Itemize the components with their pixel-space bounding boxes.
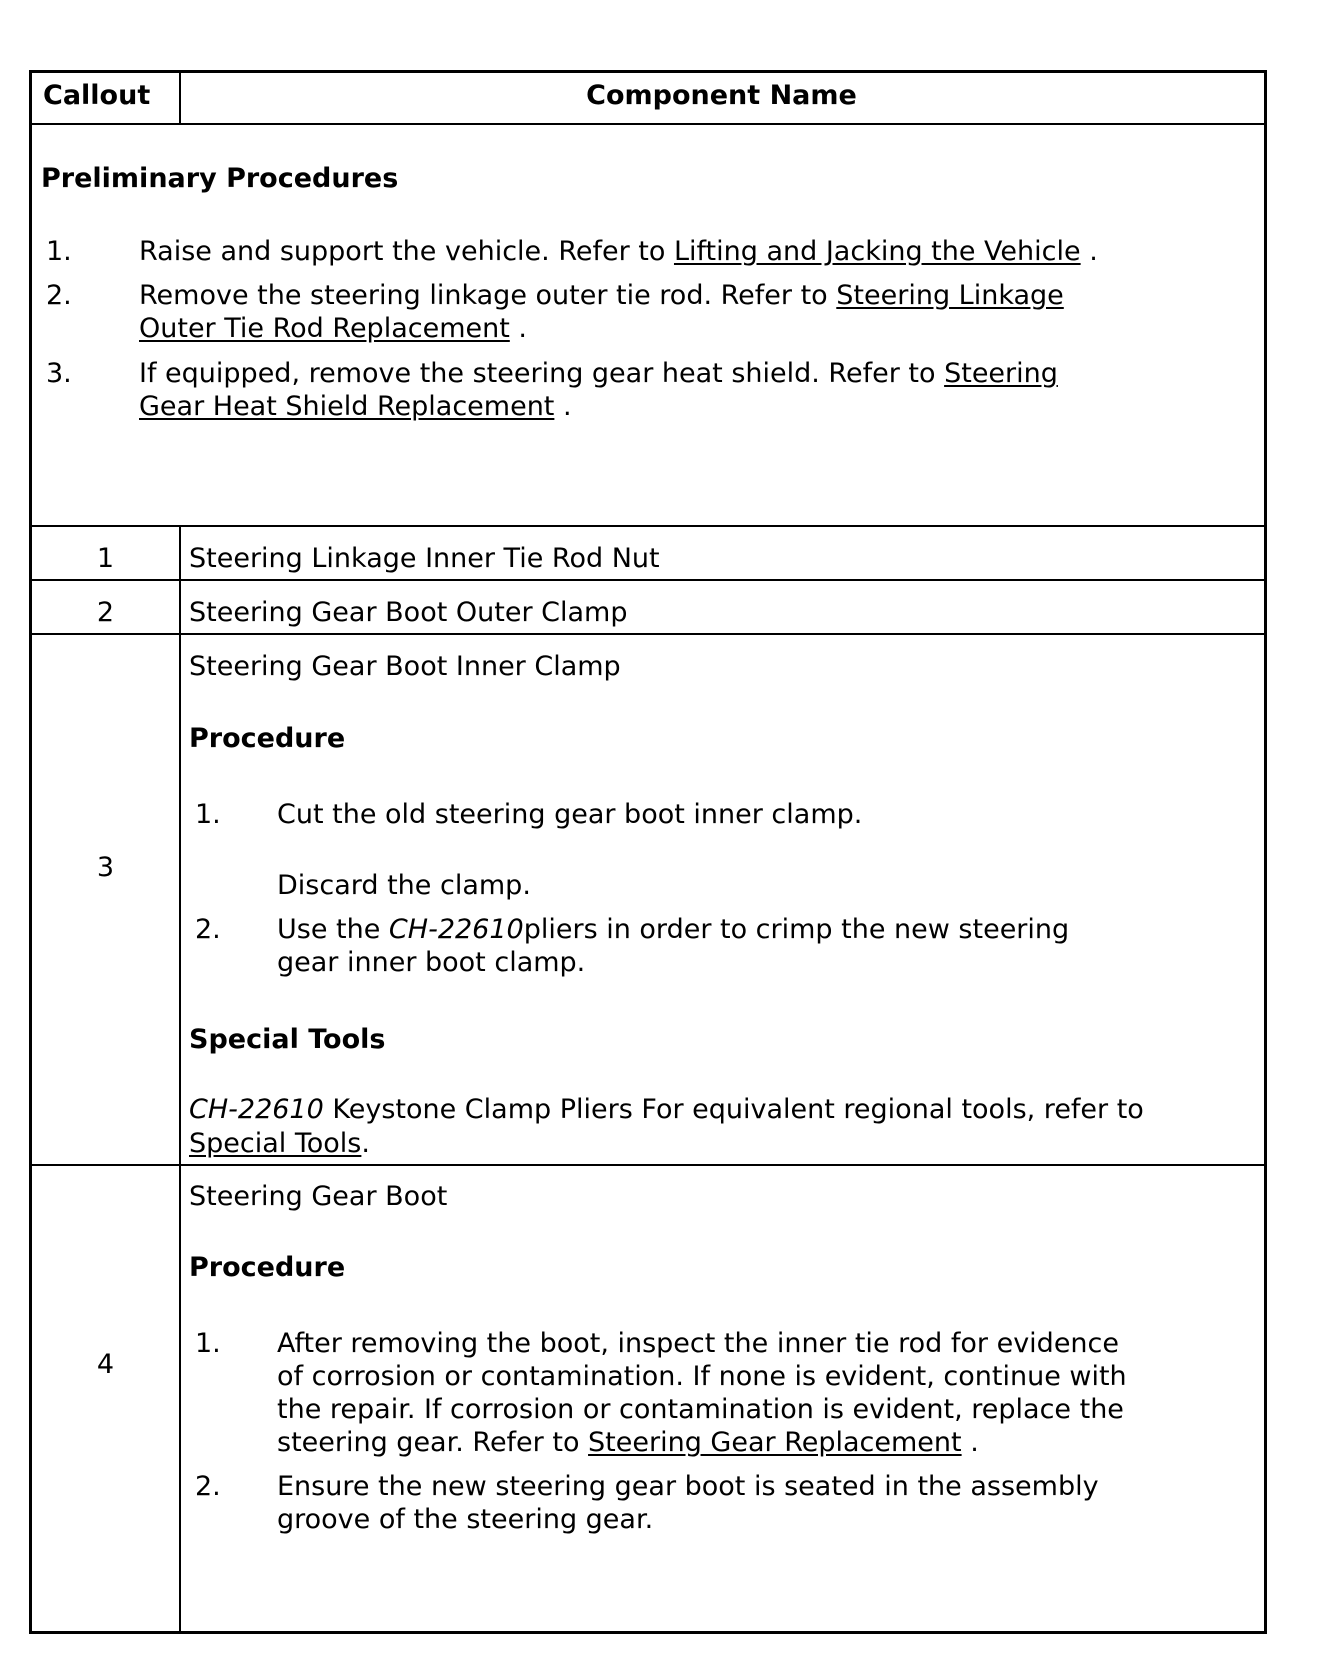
preliminary-title: Preliminary Procedures (41, 163, 399, 194)
component-name-header: Component Name (586, 80, 857, 111)
steering-gear-replacement-link[interactable]: Steering Gear Replacement (588, 1427, 962, 1458)
row-4-step-1-line-4: steering gear. Refer to Steering Gear Replacement . (277, 1427, 979, 1458)
callout-1: 1 (96, 543, 115, 574)
callout-2: 2 (96, 597, 115, 628)
special-tools-title: Special Tools (189, 1024, 386, 1055)
body-divider (179, 525, 181, 1631)
callout-header: Callout (43, 80, 151, 111)
prelim-step-3-cont: Gear Heat Shield Replacement . (139, 391, 572, 422)
row-2-name: Steering Gear Boot Outer Clamp (189, 597, 628, 628)
header-rule (32, 123, 1264, 125)
row-4-step-2-line-2: groove of the steering gear. (277, 1504, 654, 1535)
prelim-step-2: Remove the steering linkage outer tie rod. Refer to Steering Linkage (139, 280, 1064, 311)
header-divider (179, 73, 181, 123)
prelim-step-1: Raise and support the vehicle. Refer to Lifting and Jacking the Vehicle . (139, 236, 1098, 267)
row-4-step-2-num: 2. (195, 1471, 221, 1502)
heat-shield-link-part1[interactable]: Steering (944, 358, 1058, 389)
row-4-name: Steering Gear Boot (189, 1181, 448, 1212)
prelim-step-2-num: 2. (46, 280, 72, 311)
prelim-step-1-num: 1. (46, 236, 72, 267)
row-4-step-1-line-2: of corrosion or contamination. If none is evident, continue with (277, 1361, 1127, 1392)
heat-shield-link-part2[interactable]: Gear Heat Shield Replacement (139, 391, 555, 422)
components-table (29, 70, 1267, 1634)
row-4-step-1-line-3: the repair. If corrosion or contamination is evident, replace the (277, 1394, 1124, 1425)
row-3-step-1-note: Discard the clamp. (277, 870, 531, 901)
row-3-step-2: Use the CH-22610pliers in order to crimp the new steering (277, 914, 1070, 945)
row-3-step-2-num: 2. (195, 914, 221, 945)
special-tools-desc: CH-22610 Keystone Clamp Pliers For equivalent regional tools, refer to (189, 1094, 1144, 1125)
special-tool-id: CH-22610 (189, 1094, 324, 1125)
preliminary-rule (32, 525, 1264, 527)
row-2-rule (32, 633, 1264, 635)
row-4-step-2-line-1: Ensure the new steering gear boot is seated in the assembly (277, 1471, 1099, 1502)
row-4-step-1-num: 1. (195, 1328, 221, 1359)
callout-3: 3 (96, 852, 115, 883)
row-3-step-2-cont: gear inner boot clamp. (277, 947, 586, 978)
row-3-step-1: Cut the old steering gear boot inner clamp. (277, 799, 863, 830)
row-3-name: Steering Gear Boot Inner Clamp (189, 651, 621, 682)
row-3-rule (32, 1164, 1264, 1166)
special-tools-link[interactable]: Special Tools (189, 1128, 362, 1159)
prelim-step-3-num: 3. (46, 358, 72, 389)
lifting-jacking-link[interactable]: Lifting and Jacking the Vehicle (673, 236, 1081, 267)
special-tools-ref: Special Tools. (189, 1128, 370, 1159)
row-1-name: Steering Linkage Inner Tie Rod Nut (189, 543, 660, 574)
row-3-step-1-num: 1. (195, 799, 221, 830)
outer-tie-rod-link-part1[interactable]: Steering Linkage (836, 280, 1064, 311)
tool-id: CH-22610 (388, 914, 524, 945)
row-3-procedure-title: Procedure (189, 723, 346, 754)
row-4-step-1-line-1: After removing the boot, inspect the inner tie rod for evidence (277, 1328, 1119, 1359)
row-1-rule (32, 579, 1264, 581)
prelim-step-3: If equipped, remove the steering gear heat shield. Refer to Steering (139, 358, 1058, 389)
prelim-step-2-cont: Outer Tie Rod Replacement . (139, 313, 527, 344)
row-4-procedure-title: Procedure (189, 1252, 346, 1283)
callout-4: 4 (96, 1349, 115, 1380)
outer-tie-rod-link-part2[interactable]: Outer Tie Rod Replacement (139, 313, 510, 344)
